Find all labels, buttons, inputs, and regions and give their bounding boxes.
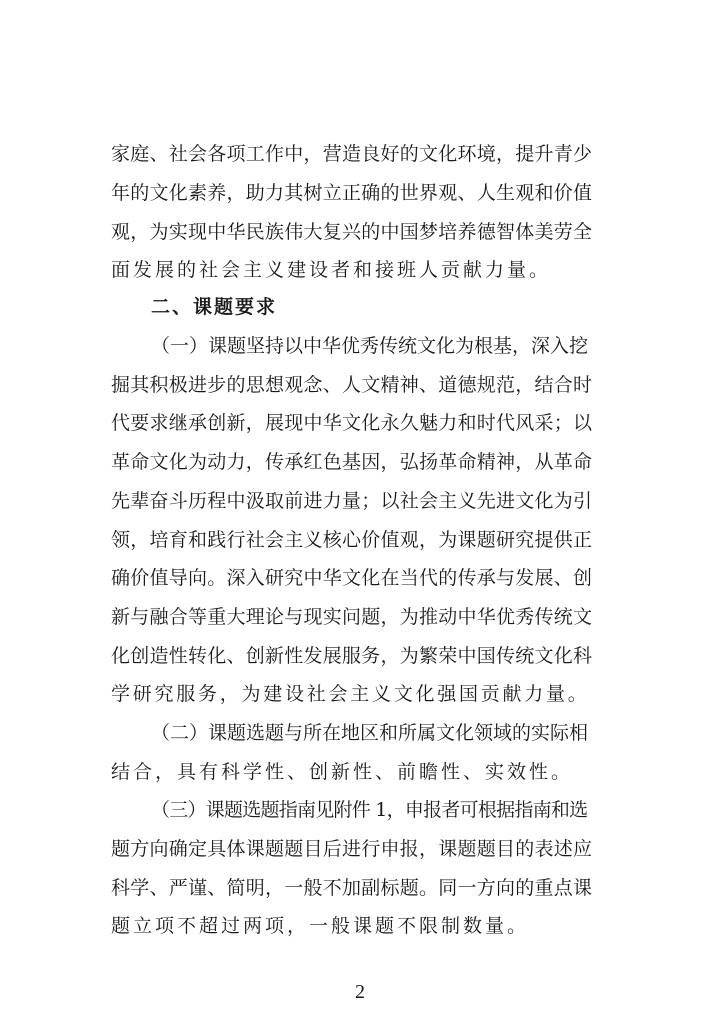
body-text-line: 结合，具有科学性、创新性、前瞻性、实效性。 (111, 761, 574, 783)
body-text-line: 代要求继承创新，展现中华文化永久魅力和时代风采；以 (111, 412, 593, 434)
body-text-line: （三）课题选题指南见附件 1，申报者可根据指南和选 (151, 799, 588, 821)
body-text-line: 领，培育和践行社会主义核心价值观，为课题研究提供正 (111, 529, 593, 551)
body-text-line: 观，为实现中华民族伟大复兴的中国梦培养德智体美劳全 (111, 221, 593, 243)
body-text-line: （一）课题坚持以中华优秀传统文化为根基，深入挖 (151, 335, 589, 357)
body-text-line: 化创造性转化、创新性发展服务，为繁荣中国传统文化科 (111, 645, 593, 667)
body-text-line: 革命文化为动力，传承红色基因，弘扬革命精神，从革命 (111, 451, 593, 473)
body-text-line: 掘其积极进步的思想观念、人文精神、道德规范，结合时 (111, 374, 593, 396)
body-text-line: 年的文化素养，助力其树立正确的世界观、人生观和价值 (111, 182, 593, 204)
body-text-line: 家庭、社会各项工作中，营造良好的文化环境，提升青少 (111, 143, 593, 165)
body-text-line: 新与融合等重大理论与现实问题，为推动中华优秀传统文 (111, 606, 593, 628)
body-text-line: （二）课题选题与所在地区和所属文化领域的实际相 (151, 722, 589, 744)
body-text-line: 先辈奋斗历程中汲取前进力量；以社会主义先进文化为引 (111, 490, 593, 512)
body-text-line: 题方向确定具体课题题目后进行申报，课题题目的表述应 (111, 838, 593, 860)
body-text-line: 题立项不超过两项，一般课题不限制数量。 (111, 915, 530, 937)
body-text-line: 科学、严谨、简明，一般不加副标题。同一方向的重点课 (111, 877, 593, 899)
body-text-line: 确价值导向。深入研究中华文化在当代的传承与发展、创 (111, 567, 593, 589)
section-heading: 二、课题要求 (151, 296, 278, 318)
body-text-line: 面发展的社会主义建设者和接班人贡献力量。 (111, 259, 552, 281)
body-text-line: 学研究服务，为建设社会主义文化强国贡献力量。 (111, 683, 590, 705)
page-number: 2 (355, 981, 365, 1003)
